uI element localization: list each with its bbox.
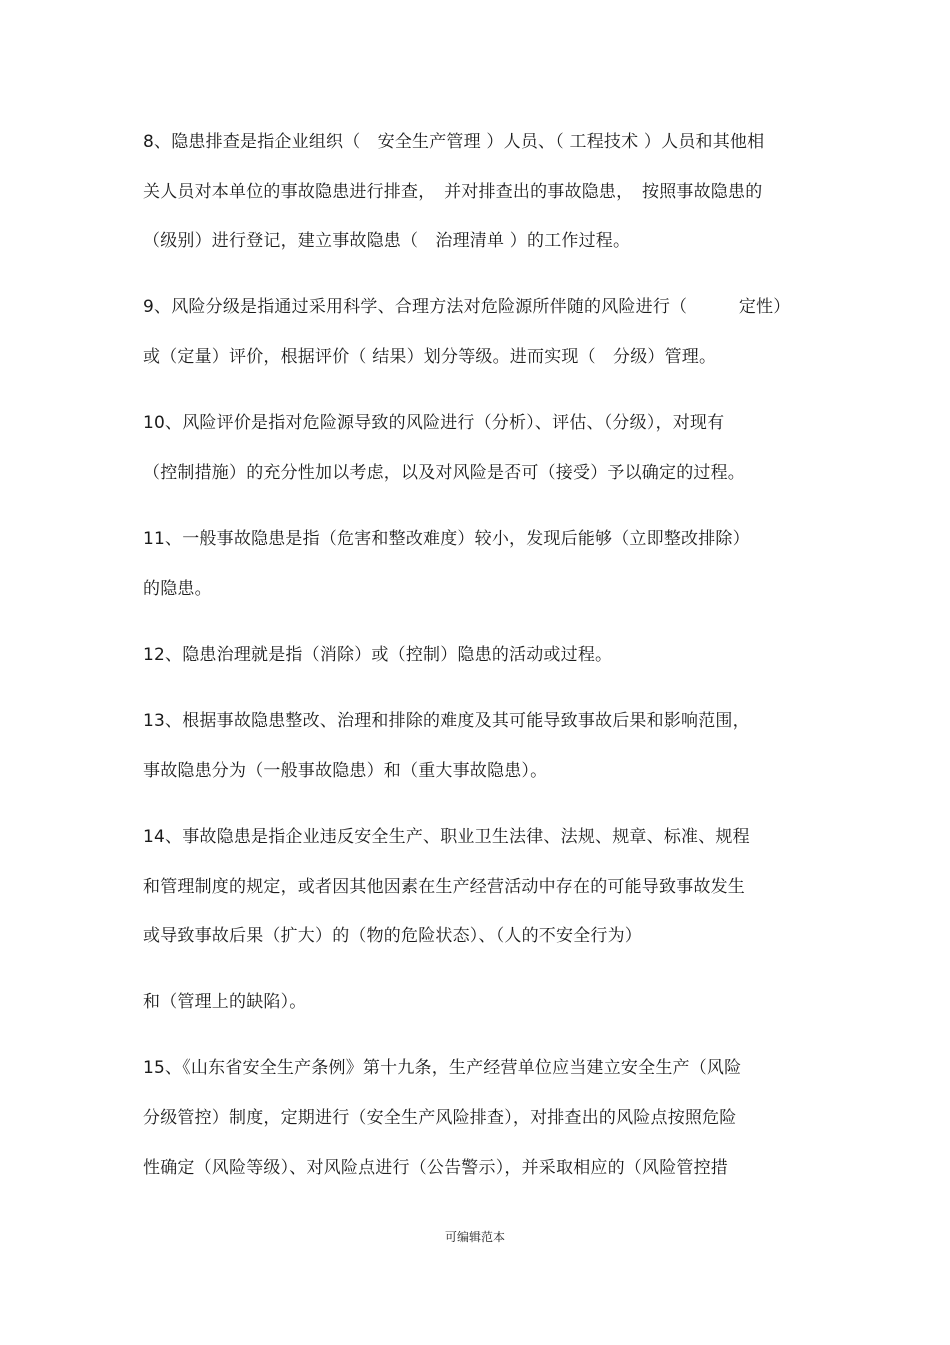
item-15-line-2: 分级管控）制度，定期进行（安全生产风险排查），对排查出的风险点按照危险 (143, 1108, 737, 1128)
item-8-line-2: 关人员对本单位的事故隐患进行排查， 并对排查出的事故隐患， 按照事故隐患的 (143, 182, 763, 202)
item-9-line-1: 9、风险分级是指通过采用科学、合理方法对危险源所伴随的风险进行（ 定性） (143, 297, 791, 317)
item-13-line-2: 事故隐患分为（一般事故隐患）和（重大事故隐患）。 (143, 761, 548, 781)
item-12-line-1: 12、隐患治理就是指（消除）或（控制）隐患的活动或过程。 (143, 645, 613, 665)
item-8-line-3: （级别）进行登记，建立事故隐患（ 治理清单 ）的工作过程。 (143, 231, 631, 251)
item-10-line-1: 10、风险评价是指对危险源导致的风险进行（分析）、评估、（分级），对现有 (143, 413, 725, 433)
item-11-line-2: 的隐患。 (143, 579, 212, 599)
item-8-line-1: 8、隐患排查是指企业组织（ 安全生产管理 ）人员、（ 工程技术 ）人员和其他相 (143, 132, 765, 152)
item-13-line-1: 13、根据事故隐患整改、治理和排除的难度及其可能导致事故后果和影响范围， (143, 711, 750, 731)
item-14-line-4: 和（管理上的缺陷）。 (143, 992, 307, 1012)
item-14-line-1: 14、事故隐患是指企业违反安全生产、职业卫生法律、法规、规章、标准、规程 (143, 827, 750, 847)
page-footer: 可编辑范本 (444, 1230, 505, 1244)
item-15-line-1: 15、《山东省安全生产条例》第十九条，生产经营单位应当建立安全生产（风险 (143, 1058, 742, 1078)
item-14-line-3: 或导致事故后果（扩大）的（物的危险状态）、（人的不安全行为） (143, 926, 642, 946)
item-9-line-2: 或（定量）评价，根据评价（ 结果）划分等级。进而实现（ 分级）管理。 (143, 347, 717, 367)
item-15-line-3: 性确定（风险等级）、对风险点进行（公告警示），并采取相应的（风险管控措 (143, 1158, 728, 1178)
item-10-line-2: （控制措施）的充分性加以考虑，以及对风险是否可（接受）予以确定的过程。 (143, 463, 745, 483)
item-11-line-1: 11、一般事故隐患是指（危害和整改难度）较小，发现后能够（立即整改排除） (143, 529, 750, 549)
item-14-line-2: 和管理制度的规定，或者因其他因素在生产经营活动中存在的可能导致事故发生 (143, 877, 745, 897)
